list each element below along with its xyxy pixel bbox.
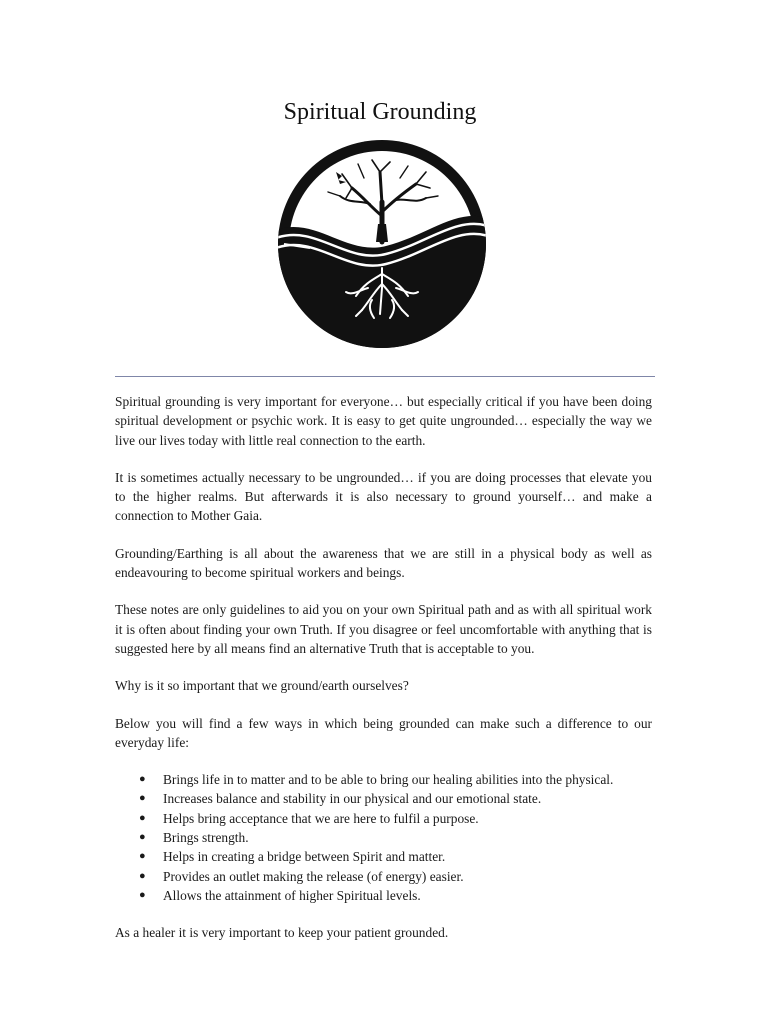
page-title: Spiritual Grounding	[283, 99, 477, 125]
list-item	[115, 809, 652, 828]
list-item-text: Helps in creating a bridge between Spirit and matter.	[163, 849, 446, 865]
paragraph: These notes are only guidelines to aid you on your own Spiritual path and as with all spiritual work it is often about finding your own Truth. If you disagree or feel uncomfortable with anything that is suggested here by all means find an alternative Truth that is acceptable to you.	[115, 602, 652, 656]
bullet-icon: ●	[139, 773, 146, 786]
paragraph: Why is it so important that we ground/earth ourselves?	[115, 678, 409, 694]
bullet-icon: ●	[139, 831, 146, 844]
list-item-text: Helps bring acceptance that we are here to fulfil a purpose.	[163, 810, 479, 826]
document-body	[115, 392, 652, 961]
bullet-icon: ●	[139, 811, 146, 824]
divider	[115, 376, 655, 377]
bullet-icon: ●	[139, 888, 146, 901]
closing-paragraph: As a healer it is very important to keep your patient grounded.	[115, 925, 449, 941]
list-item	[115, 847, 652, 866]
list-item	[115, 789, 652, 808]
list-item	[115, 828, 652, 847]
bullet-icon: ●	[139, 850, 146, 863]
list-item-text: Brings life in to matter and to be able to bring our healing abilities into the physical.	[163, 772, 614, 788]
list-item-text: Brings strength.	[163, 830, 249, 846]
benefits-list	[115, 770, 652, 905]
paragraph: Grounding/Earthing is all about the awareness that we are still in a physical body as well as endeavouring to become spiritual workers and beings.	[115, 545, 652, 581]
bullet-icon: ●	[139, 869, 146, 882]
list-item	[115, 886, 652, 905]
tree-of-life-icon	[276, 138, 488, 350]
list-item	[115, 867, 652, 886]
list-item-text: Increases balance and stability in our physical and our emotional state.	[163, 791, 542, 807]
list-item-text: Allows the attainment of higher Spiritual levels.	[163, 887, 421, 903]
list-item-text: Provides an outlet making the release (of energy) easier.	[163, 868, 464, 884]
paragraph: Spiritual grounding is very important for everyone… but especially critical if you have been doing spiritual development or psychic work. It is easy to get quite ungrounded… especially the way we live our lives today with little real connection to the earth.	[115, 394, 652, 448]
list-item	[115, 770, 652, 789]
bullet-icon: ●	[139, 792, 146, 805]
paragraph: It is sometimes actually necessary to be ungrounded… if you are doing processes that elevate you to the higher realms. But afterwards it is also necessary to ground yourself… and make a connection to Mother Gaia.	[115, 469, 652, 524]
paragraph: Below you will find a few ways in which being grounded can make such a difference to our everyday life:	[115, 715, 652, 750]
